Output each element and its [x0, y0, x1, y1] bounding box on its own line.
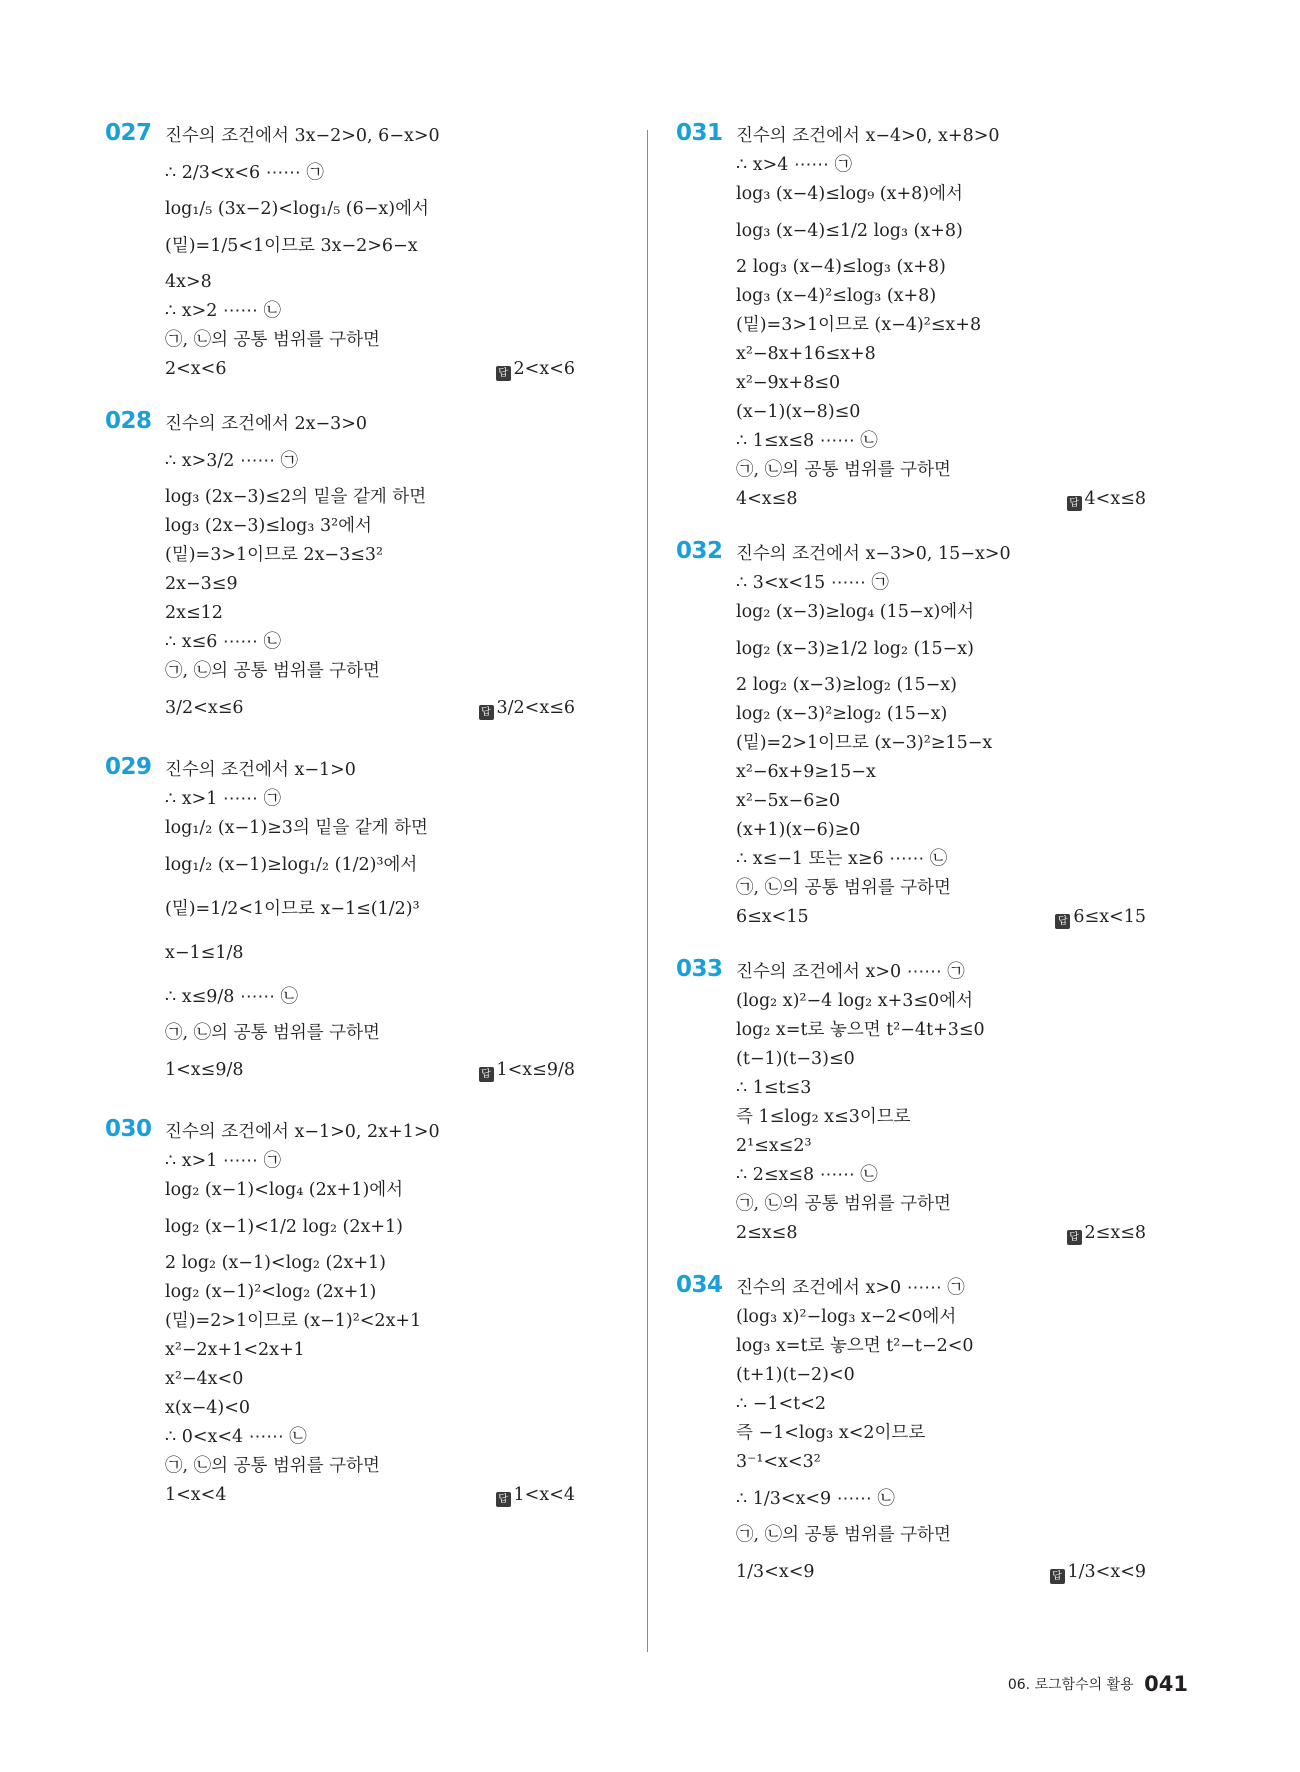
answer — [1050, 1550, 1147, 1594]
solution-text: 진수의 조건에서 x>0 ⋯⋯ ㉠ — [736, 1278, 965, 1298]
answer-text: 4<x≤8 — [1084, 489, 1146, 509]
problem-number: 031 — [676, 120, 723, 146]
answer-icon: 답 — [1067, 1230, 1082, 1245]
solution-line — [736, 540, 1146, 569]
solution-line — [736, 787, 1146, 816]
solution-text: ∴ −1<t<2 — [736, 1394, 826, 1414]
answer-text: 1<x<4 — [513, 1485, 575, 1505]
solution-line — [165, 628, 575, 657]
solution-line — [165, 1365, 575, 1394]
solution-text: log₃ x=t로 놓으면 t²−t−2<0 — [736, 1336, 974, 1356]
solution-text: 4<x≤8 — [736, 489, 798, 509]
solution-text: (t+1)(t−2)<0 — [736, 1365, 855, 1385]
answer-icon: 답 — [1067, 496, 1082, 511]
solution-line — [736, 398, 1146, 427]
solution-text: (밑)=1/2<1이므로 x−1≤(1/2)³ — [165, 899, 420, 919]
solution-line — [736, 987, 1146, 1016]
solution-line — [165, 1423, 575, 1452]
solution-line — [165, 1394, 575, 1423]
problem-029 — [105, 756, 575, 1092]
page-footer — [1008, 1672, 1188, 1696]
solution-line — [165, 843, 575, 887]
solution-line — [736, 311, 1146, 340]
solution-line — [736, 874, 1146, 903]
solution-text: ∴ x>1 ⋯⋯ ㉠ — [165, 789, 281, 809]
solution-line — [736, 253, 1146, 282]
solution-text: (x+1)(x−6)≥0 — [736, 820, 861, 840]
answer-text: 2<x<6 — [513, 359, 575, 379]
solution-line — [736, 1361, 1146, 1390]
answer — [1055, 903, 1146, 932]
answer — [496, 1481, 575, 1510]
solution-text: ㉠, ㉡의 공통 범위를 구하면 — [165, 661, 380, 681]
solution-text: 2≤x≤8 — [736, 1223, 798, 1243]
answer-text: 3/2<x≤6 — [496, 698, 575, 718]
solution-text: 진수의 조건에서 x>0 ⋯⋯ ㉠ — [736, 962, 965, 982]
solution-line — [736, 671, 1146, 700]
solution-line — [736, 456, 1146, 485]
solution-text: 즉 −1<log₃ x<2이므로 — [736, 1423, 926, 1443]
solution-text: 진수의 조건에서 x−4>0, x+8>0 — [736, 126, 1000, 146]
solution-text: (밑)=1/5<1이므로 3x−2>6−x — [165, 236, 418, 256]
solution-line — [165, 814, 575, 843]
solution-text: ∴ 1≤t≤3 — [736, 1078, 812, 1098]
solution-text: x²−6x+9≥15−x — [736, 762, 876, 782]
solution-line — [165, 785, 575, 814]
solution-text: ∴ x≤−1 또는 x≥6 ⋯⋯ ㉡ — [736, 849, 948, 869]
answer-text: 1/3<x<9 — [1067, 1562, 1146, 1582]
problem-030 — [105, 1118, 575, 1510]
answer — [1067, 485, 1146, 514]
solution-text: x²−9x+8≤0 — [736, 373, 841, 393]
solution-line — [165, 355, 575, 384]
problem-028 — [105, 410, 575, 730]
solution-text: ∴ x>2 ⋯⋯ ㉡ — [165, 301, 281, 321]
solution-line — [165, 599, 575, 628]
solution-line — [736, 569, 1146, 598]
solution-text: log₂ (x−1)<1/2 log₂ (2x+1) — [165, 1217, 403, 1237]
solution-line — [165, 122, 575, 151]
solution-line — [736, 1219, 1146, 1248]
solution-text: (밑)=3>1이므로 (x−4)²≤x+8 — [736, 315, 982, 335]
solution-text: 2<x<6 — [165, 359, 227, 379]
solution-line — [736, 209, 1146, 253]
problem-number: 027 — [105, 120, 152, 146]
solution-line — [736, 816, 1146, 845]
solution-line — [736, 282, 1146, 311]
solution-text: 진수의 조건에서 3x−2>0, 6−x>0 — [165, 126, 440, 146]
solution-line — [165, 1019, 575, 1048]
solution-text: ㉠, ㉡의 공통 범위를 구하면 — [736, 1194, 951, 1214]
solution-line — [165, 1278, 575, 1307]
solution-text: 진수의 조건에서 x−3>0, 15−x>0 — [736, 544, 1011, 564]
solution-text: 1/3<x<9 — [736, 1562, 815, 1582]
problem-number: 028 — [105, 408, 152, 434]
solution-text: ㉠, ㉡의 공통 범위를 구하면 — [736, 460, 951, 480]
solution-line — [736, 1550, 1146, 1594]
solution-text: log₂ (x−1)²<log₂ (2x+1) — [165, 1282, 377, 1302]
right-column — [676, 122, 1146, 1620]
solution-text: log₂ (x−3)≥log₄ (15−x)에서 — [736, 602, 975, 622]
problem-number: 029 — [105, 754, 152, 780]
solution-line — [736, 180, 1146, 209]
solution-line — [165, 756, 575, 785]
solution-line — [736, 1521, 1146, 1550]
solution-line — [736, 1016, 1146, 1045]
solution-line — [165, 975, 575, 1019]
solution-line — [165, 224, 575, 268]
solution-line — [165, 268, 575, 297]
solution-text: (log₃ x)²−log₃ x−2<0에서 — [736, 1307, 957, 1327]
solution-text: 진수의 조건에서 x−1>0 — [165, 760, 356, 780]
solution-line — [165, 1481, 575, 1510]
page-number: 041 — [1144, 1672, 1188, 1696]
solution-line — [165, 483, 575, 512]
solution-text: log₃ (2x−3)≤log₃ 3²에서 — [165, 516, 372, 536]
problem-031 — [676, 122, 1146, 514]
solution-text: x²−5x−6≥0 — [736, 791, 841, 811]
solution-line — [165, 541, 575, 570]
solution-line — [736, 485, 1146, 514]
solution-line — [736, 729, 1146, 758]
solution-text: ㉠, ㉡의 공통 범위를 구하면 — [736, 878, 951, 898]
solution-text: ∴ 3<x<15 ⋯⋯ ㉠ — [736, 573, 889, 593]
solution-line — [736, 369, 1146, 398]
solution-line — [165, 1452, 575, 1481]
answer-icon: 답 — [479, 1067, 494, 1082]
solution-line — [165, 887, 575, 931]
answer-icon: 답 — [496, 366, 511, 381]
solution-text: 4x>8 — [165, 272, 212, 292]
solution-line — [165, 1048, 575, 1092]
solution-line — [165, 512, 575, 541]
answer-icon: 답 — [1055, 914, 1070, 929]
solution-text: log₃ (x−4)²≤log₃ (x+8) — [736, 286, 937, 306]
solution-line — [736, 903, 1146, 932]
problem-number: 030 — [105, 1116, 152, 1142]
solution-text: ∴ x>4 ⋯⋯ ㉠ — [736, 155, 852, 175]
solution-line — [165, 439, 575, 483]
solution-line — [736, 627, 1146, 671]
answer-icon: 답 — [496, 1492, 511, 1507]
solution-text: 3⁻¹<x<3² — [736, 1452, 821, 1472]
answer-text: 1<x≤9/8 — [496, 1060, 575, 1080]
solution-text: ㉠, ㉡의 공통 범위를 구하면 — [165, 1456, 380, 1476]
solution-text: 2 log₃ (x−4)≤log₃ (x+8) — [736, 257, 946, 277]
solution-line — [736, 1303, 1146, 1332]
solution-text: log₃ (x−4)≤1/2 log₃ (x+8) — [736, 221, 963, 241]
solution-text: x²−2x+1<2x+1 — [165, 1340, 305, 1360]
solution-text: ∴ 1≤x≤8 ⋯⋯ ㉡ — [736, 431, 878, 451]
solution-line — [736, 1477, 1146, 1521]
solution-text: 3/2<x≤6 — [165, 698, 244, 718]
solution-line — [736, 598, 1146, 627]
solution-line — [736, 340, 1146, 369]
problem-034 — [676, 1274, 1146, 1594]
solution-text: 2 log₂ (x−3)≥log₂ (15−x) — [736, 675, 957, 695]
solution-text: 1<x≤9/8 — [165, 1060, 244, 1080]
column-divider — [647, 130, 648, 1652]
answer-icon: 답 — [1050, 1569, 1065, 1584]
solution-text: (밑)=2>1이므로 (x−1)²<2x+1 — [165, 1311, 422, 1331]
problem-033 — [676, 958, 1146, 1248]
solution-line — [165, 1176, 575, 1205]
answer — [479, 686, 576, 730]
solution-text: 2x≤12 — [165, 603, 223, 623]
solution-line — [165, 931, 575, 975]
solution-text: 1<x<4 — [165, 1485, 227, 1505]
solution-text: log₃ (2x−3)≤2의 밑을 같게 하면 — [165, 487, 427, 507]
solution-line — [165, 1118, 575, 1147]
solution-text: ㉠, ㉡의 공통 범위를 구하면 — [736, 1525, 951, 1545]
answer-text: 6≤x<15 — [1073, 907, 1146, 927]
solution-text: 6≤x<15 — [736, 907, 809, 927]
solution-text: log₂ (x−3)≥1/2 log₂ (15−x) — [736, 639, 974, 659]
solution-text: ∴ x≤6 ⋯⋯ ㉡ — [165, 632, 281, 652]
solution-line — [165, 1147, 575, 1176]
solution-line — [736, 958, 1146, 987]
solution-line — [165, 570, 575, 599]
solution-line — [736, 700, 1146, 729]
solution-line — [165, 410, 575, 439]
solution-line — [736, 1390, 1146, 1419]
solution-text: log₂ x=t로 놓으면 t²−4t+3≤0 — [736, 1020, 985, 1040]
solution-line — [736, 1448, 1146, 1477]
solution-line — [165, 297, 575, 326]
solution-text: 즉 1≤log₂ x≤3이므로 — [736, 1107, 911, 1127]
solution-text: 2¹≤x≤2³ — [736, 1136, 812, 1156]
solution-line — [165, 686, 575, 730]
solution-line — [736, 1274, 1146, 1303]
problem-number: 032 — [676, 538, 723, 564]
solution-text: (밑)=3>1이므로 2x−3≤3² — [165, 545, 384, 565]
solution-line — [165, 1336, 575, 1365]
solution-text: log₁/₂ (x−1)≥3의 밑을 같게 하면 — [165, 818, 428, 838]
solution-text: (log₂ x)²−4 log₂ x+3≤0에서 — [736, 991, 973, 1011]
solution-text: (밑)=2>1이므로 (x−3)²≥15−x — [736, 733, 993, 753]
solution-text: x²−8x+16≤x+8 — [736, 344, 876, 364]
solution-line — [165, 1307, 575, 1336]
solution-line — [736, 758, 1146, 787]
solution-text: x²−4x<0 — [165, 1369, 244, 1389]
answer-text: 2≤x≤8 — [1084, 1223, 1146, 1243]
solution-line — [736, 1332, 1146, 1361]
solution-line — [736, 1190, 1146, 1219]
solution-text: ∴ x>1 ⋯⋯ ㉠ — [165, 1151, 281, 1171]
solution-text: log₂ (x−1)<log₄ (2x+1)에서 — [165, 1180, 404, 1200]
solution-text: (x−1)(x−8)≤0 — [736, 402, 861, 422]
solution-text: log₂ (x−3)²≥log₂ (15−x) — [736, 704, 948, 724]
solution-line — [165, 657, 575, 686]
solution-text: x(x−4)<0 — [165, 1398, 250, 1418]
solution-text: ㉠, ㉡의 공통 범위를 구하면 — [165, 330, 380, 350]
answer-icon: 답 — [479, 705, 494, 720]
solution-text: ∴ x≤9/8 ⋯⋯ ㉡ — [165, 987, 299, 1007]
solution-text: log₁/₂ (x−1)≥log₁/₂ (1/2)³에서 — [165, 855, 418, 875]
solution-line — [736, 122, 1146, 151]
solution-line — [165, 151, 575, 195]
solution-text: log₃ (x−4)≤log₉ (x+8)에서 — [736, 184, 963, 204]
solution-text: ∴ 0<x<4 ⋯⋯ ㉡ — [165, 1427, 307, 1447]
solution-text: 진수의 조건에서 x−1>0, 2x+1>0 — [165, 1122, 440, 1142]
solution-text: (t−1)(t−3)≤0 — [736, 1049, 855, 1069]
solution-line — [165, 195, 575, 224]
solution-line — [736, 1074, 1146, 1103]
answer — [496, 355, 575, 384]
solution-line — [165, 1249, 575, 1278]
solution-text: ∴ 1/3<x<9 ⋯⋯ ㉡ — [736, 1489, 895, 1509]
solution-text: ∴ 2≤x≤8 ⋯⋯ ㉡ — [736, 1165, 878, 1185]
answer — [479, 1048, 576, 1092]
solution-line — [736, 1161, 1146, 1190]
solution-line — [165, 326, 575, 355]
solution-line — [736, 1103, 1146, 1132]
chapter-title: 06. 로그함수의 활용 — [1007, 1677, 1134, 1693]
solution-text: ㉠, ㉡의 공통 범위를 구하면 — [165, 1023, 380, 1043]
left-column — [105, 122, 575, 1536]
solution-line — [165, 1205, 575, 1249]
solution-line — [736, 1419, 1146, 1448]
solution-line — [736, 845, 1146, 874]
solution-text: 2x−3≤9 — [165, 574, 238, 594]
problem-number: 034 — [676, 1272, 723, 1298]
solution-text: 2 log₂ (x−1)<log₂ (2x+1) — [165, 1253, 386, 1273]
problem-number: 033 — [676, 956, 723, 982]
solution-text: log₁/₅ (3x−2)<log₁/₅ (6−x)에서 — [165, 199, 429, 219]
problem-027 — [105, 122, 575, 384]
problem-032 — [676, 540, 1146, 932]
solution-line — [736, 151, 1146, 180]
solution-line — [736, 427, 1146, 456]
solution-text: 진수의 조건에서 2x−3>0 — [165, 414, 368, 434]
solution-line — [736, 1132, 1146, 1161]
solution-text: ∴ x>3/2 ⋯⋯ ㉠ — [165, 451, 299, 471]
solution-text: ∴ 2/3<x<6 ⋯⋯ ㉠ — [165, 163, 324, 183]
solution-text: x−1≤1/8 — [165, 943, 244, 963]
answer — [1067, 1219, 1146, 1248]
solution-line — [736, 1045, 1146, 1074]
